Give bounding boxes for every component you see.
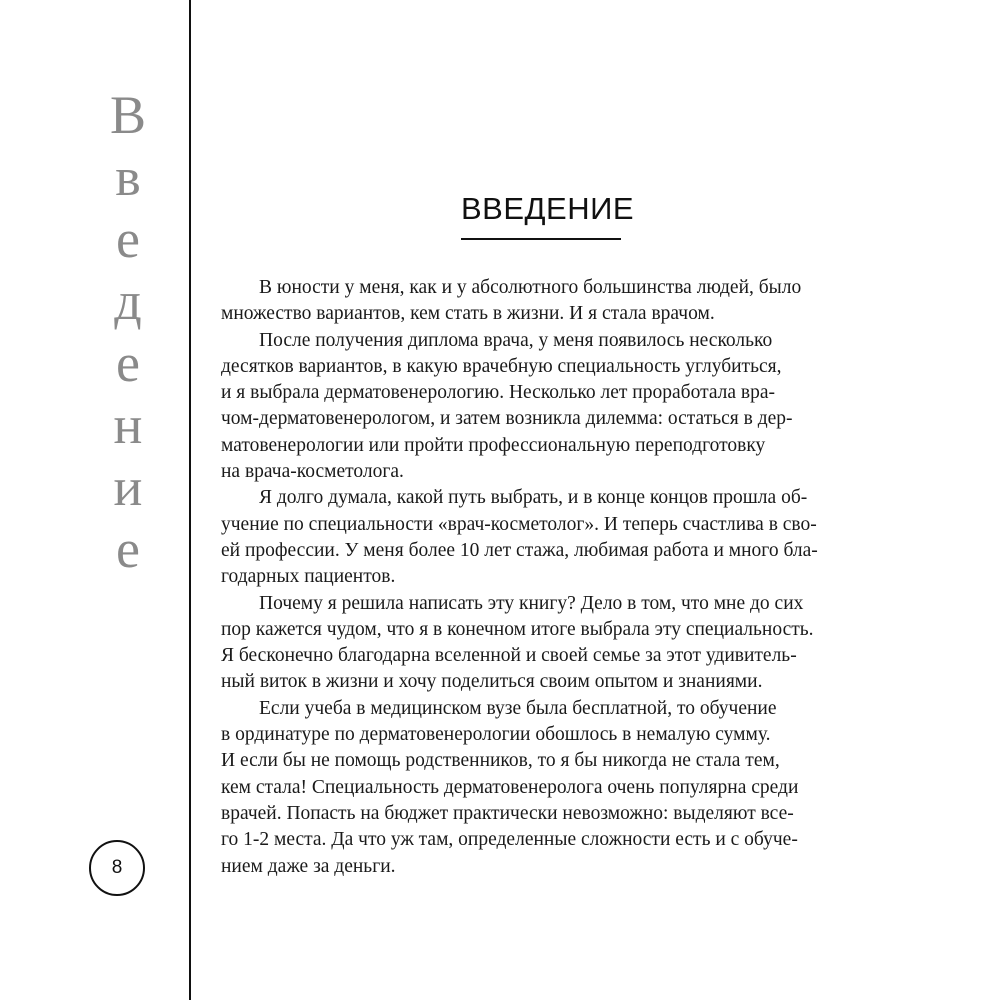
vertical-title-letter: и — [113, 457, 143, 517]
paragraph — [221, 328, 871, 486]
paragraph — [221, 591, 871, 696]
text-line: и я выбрала дерматовенерологию. Несколько лет проработала вра- — [221, 382, 776, 404]
page-number-badge: 8 — [89, 840, 145, 896]
paragraph — [221, 275, 871, 328]
vertical-title-letter: е — [116, 333, 140, 393]
paragraph — [221, 696, 871, 880]
text-line: множество вариантов, кем стать в жизни. И я стала врачом. — [221, 303, 715, 325]
text-line: на врача-косметолога. — [221, 461, 404, 483]
text-line: в ординатуре по дерматовенерологии обошлось в немалую сумму. — [221, 724, 771, 746]
text-line: нием даже за деньги. — [221, 855, 396, 877]
paragraph — [221, 485, 871, 590]
text-line: В юности у меня, как и у абсолютного большинства людей, было — [259, 277, 802, 298]
text-line: пор кажется чудом, что я в конечном итоге выбрала эту специальность. — [221, 618, 814, 640]
text-line: кем стала! Специальность дерматовенеролога очень популярна среди — [221, 776, 799, 798]
text-line: десятков вариантов, в какую врачебную специальность углубиться, — [221, 355, 782, 377]
text-line: учение по специальности «врач-косметолог». И теперь счастлива в сво- — [221, 513, 817, 535]
vertical-title-letter: д — [114, 271, 142, 331]
vertical-title-letter: В — [109, 85, 147, 145]
vertical-title-letter: н — [113, 395, 143, 455]
text-line: чом-дерматовенерологом, и затем возникла дилемма: остаться в дер- — [221, 408, 793, 430]
chapter-heading: ВВЕДЕНИЕ — [461, 191, 635, 226]
vertical-chapter-title — [88, 84, 168, 580]
text-line: ей профессии. У меня более 10 лет стажа, любимая работа и много бла- — [221, 539, 818, 561]
vertical-title-letter: е — [116, 519, 140, 579]
heading-underline — [461, 238, 621, 240]
text-line: врачей. Попасть на бюджет практически невозможно: выделяют все- — [221, 802, 794, 824]
text-line: После получения диплома врача, у меня появилось несколько — [259, 329, 773, 351]
text-line: Почему я решила написать эту книгу? Дело в том, что мне до сих — [259, 592, 804, 614]
text-line: годарных пациентов. — [221, 566, 396, 588]
vertical-title-letter: е — [116, 209, 140, 269]
text-line: го 1-2 места. Да что уж там, определенные сложности есть и с обуче- — [221, 829, 798, 851]
text-line: ный виток в жизни и хочу поделиться своим опытом и знаниями. — [221, 671, 763, 693]
text-line: Если учеба в медицинском вузе была бесплатной, то обучение — [259, 697, 777, 719]
vertical-title-letter: в — [115, 147, 141, 207]
text-line: Я бесконечно благодарна вселенной и своей семье за этот удивитель- — [221, 645, 797, 667]
text-line: матовенерологии или пройти профессиональную переподготовку — [221, 434, 766, 456]
body-text — [221, 275, 871, 880]
text-line: И если бы не помощь родственников, то я бы никогда не стала тем, — [221, 750, 780, 772]
vertical-divider-line — [189, 0, 191, 1000]
chapter-heading-block — [461, 188, 635, 240]
text-line: Я долго думала, какой путь выбрать, и в конце концов прошла об- — [259, 487, 808, 509]
